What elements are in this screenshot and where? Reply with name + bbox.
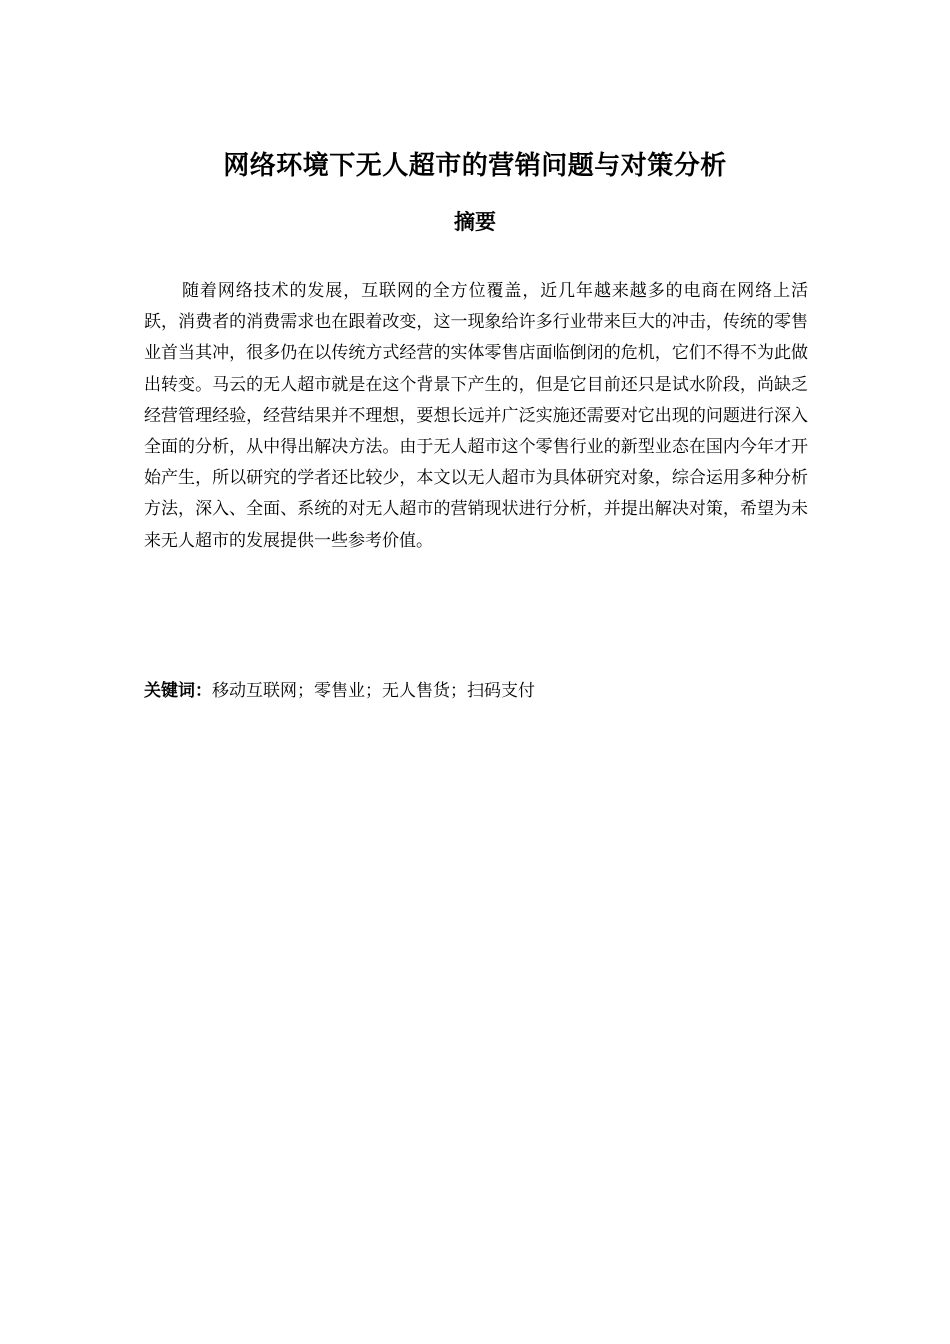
abstract-paragraph: 随着网络技术的发展，互联网的全方位覆盖，近几年越来越多的电商在网络上活跃，消费者的消费需求也在跟着改变，这一现象给许多行业带来巨大的冲击，传统的零售业首当其冲，很多仍在以传统方式经营的实体零售店面临倒闭的危机，它们不得不为此做出转变。马云的无人超市就是在这个背景下产生的，但是它目前还只是试水阶段，尚缺乏经营管理经验，经营结果并不理想，要想长远并广泛实施还需要对它出现的问题进行深入全面的分析，从中得出解决方法。由于无人超市这个零售行业的新型业态在国内今年才开始产生，所以研究的学者还比较少，本文以无人超市为具体研究对象，综合运用多种分析方法，深入、全面、系统的对无人超市的营销现状进行分析，并提出解决对策，希望为未来无人超市的发展提供一些参考价值。: [144, 281, 808, 551]
abstract-heading: 摘要: [454, 210, 496, 234]
keywords-label: 关键词：: [144, 681, 212, 701]
keywords-line: [144, 676, 808, 706]
keywords-text: 移动互联网；零售业；无人售货；扫码支付: [212, 681, 535, 701]
document-title: 网络环境下无人超市的营销问题与对策分析: [223, 151, 727, 181]
